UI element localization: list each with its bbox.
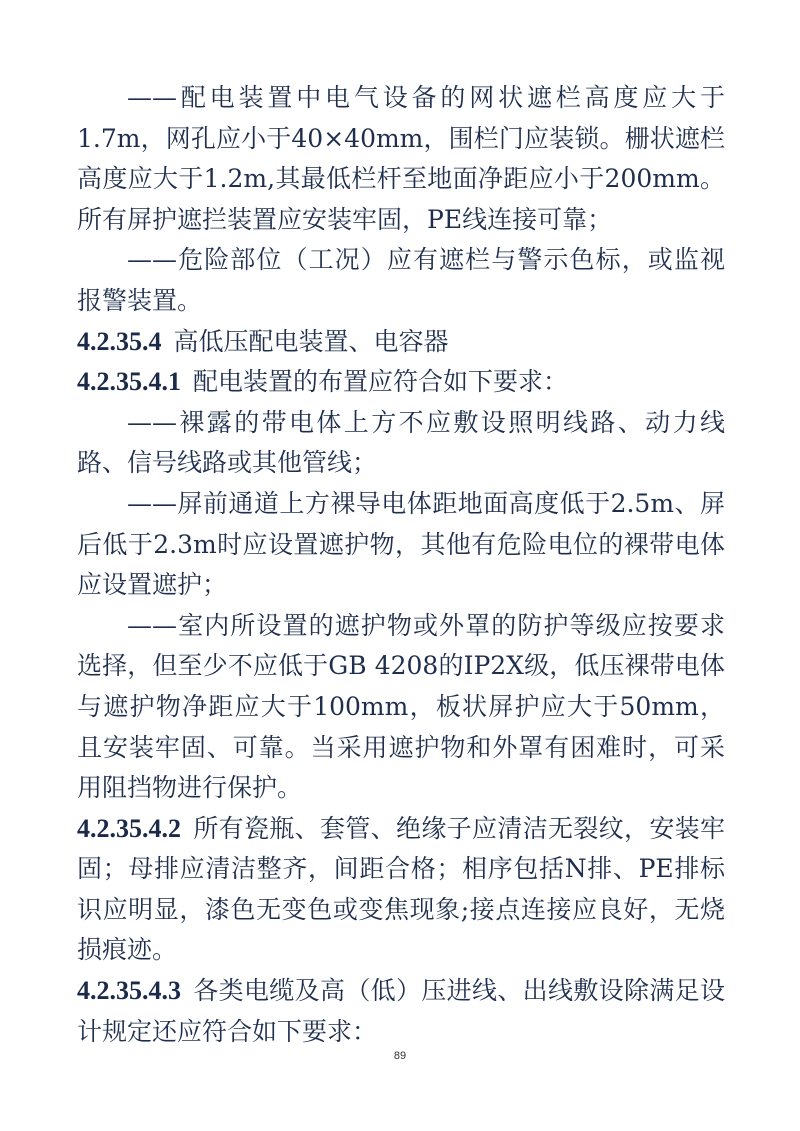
section-heading-4-2-35-4-2	[77, 809, 725, 971]
section-number: 4.2.35.4.3	[77, 976, 181, 1006]
page-number: 89	[393, 1050, 407, 1062]
section-heading-4-2-35-4-1	[77, 362, 725, 403]
paragraph-screen-passage: ——屏前通道上方裸导电体距地面高度低于2.5m、屏后低于2.3m时应设置遮护物，其他有危险电位的裸带电体应设置遮护；	[77, 488, 725, 600]
paragraph-mesh-barrier: ——配电装置中电气设备的网状遮栏高度应大于1.7m，网孔应小于40×40mm，围栏门应装锁。栅状遮栏高度应大于1.2m,其最低栏杆至地面净距应小于200mm。所有屏护遮拦装置应安装牢固，PE线连接可靠；	[77, 83, 725, 234]
section-heading-4-2-35-4	[77, 322, 725, 363]
section-number: 4.2.35.4.2	[77, 813, 181, 843]
paragraph-danger-area: ——危险部位（工况）应有遮栏与警示色标，或监视报警装置。	[77, 245, 725, 315]
section-title: 高低压配电装置、电容器	[173, 326, 449, 356]
section-text: 所有瓷瓶、套管、绝缘子应清洁无裂纹，安装牢固；母排应清洁整齐，间距合格；相序包括N排、PE排标识应明显，漆色无变色或变焦现象;接点连接应良好，无烧损痕迹。	[77, 813, 725, 965]
section-text: 各类电缆及高（低）压进线、出线敷设除满足设计规定还应符合如下要求：	[77, 976, 725, 1046]
paragraph-enclosure-protection: ——室内所设置的遮护物或外罩的防护等级应按要求选择，但至少不应低于GB 4208的IP2X级，低压裸带电体与遮护物净距应大于100mm，板状屏护应大于50mm，且安装牢固、可靠。当采用遮护物和外罩有困难时，可采用阻挡物进行保护。	[77, 610, 725, 803]
paragraph-bare-live-parts: ——裸露的带电体上方不应敷设照明线路、动力线路、信号线路或其他管线；	[77, 407, 725, 478]
section-heading-4-2-35-4-3	[77, 971, 725, 1052]
section-title: 配电装置的布置应符合如下要求：	[193, 367, 569, 397]
section-number: 4.2.35.4.1	[77, 367, 181, 397]
section-number: 4.2.35.4	[77, 326, 162, 356]
document-body	[77, 78, 725, 1052]
